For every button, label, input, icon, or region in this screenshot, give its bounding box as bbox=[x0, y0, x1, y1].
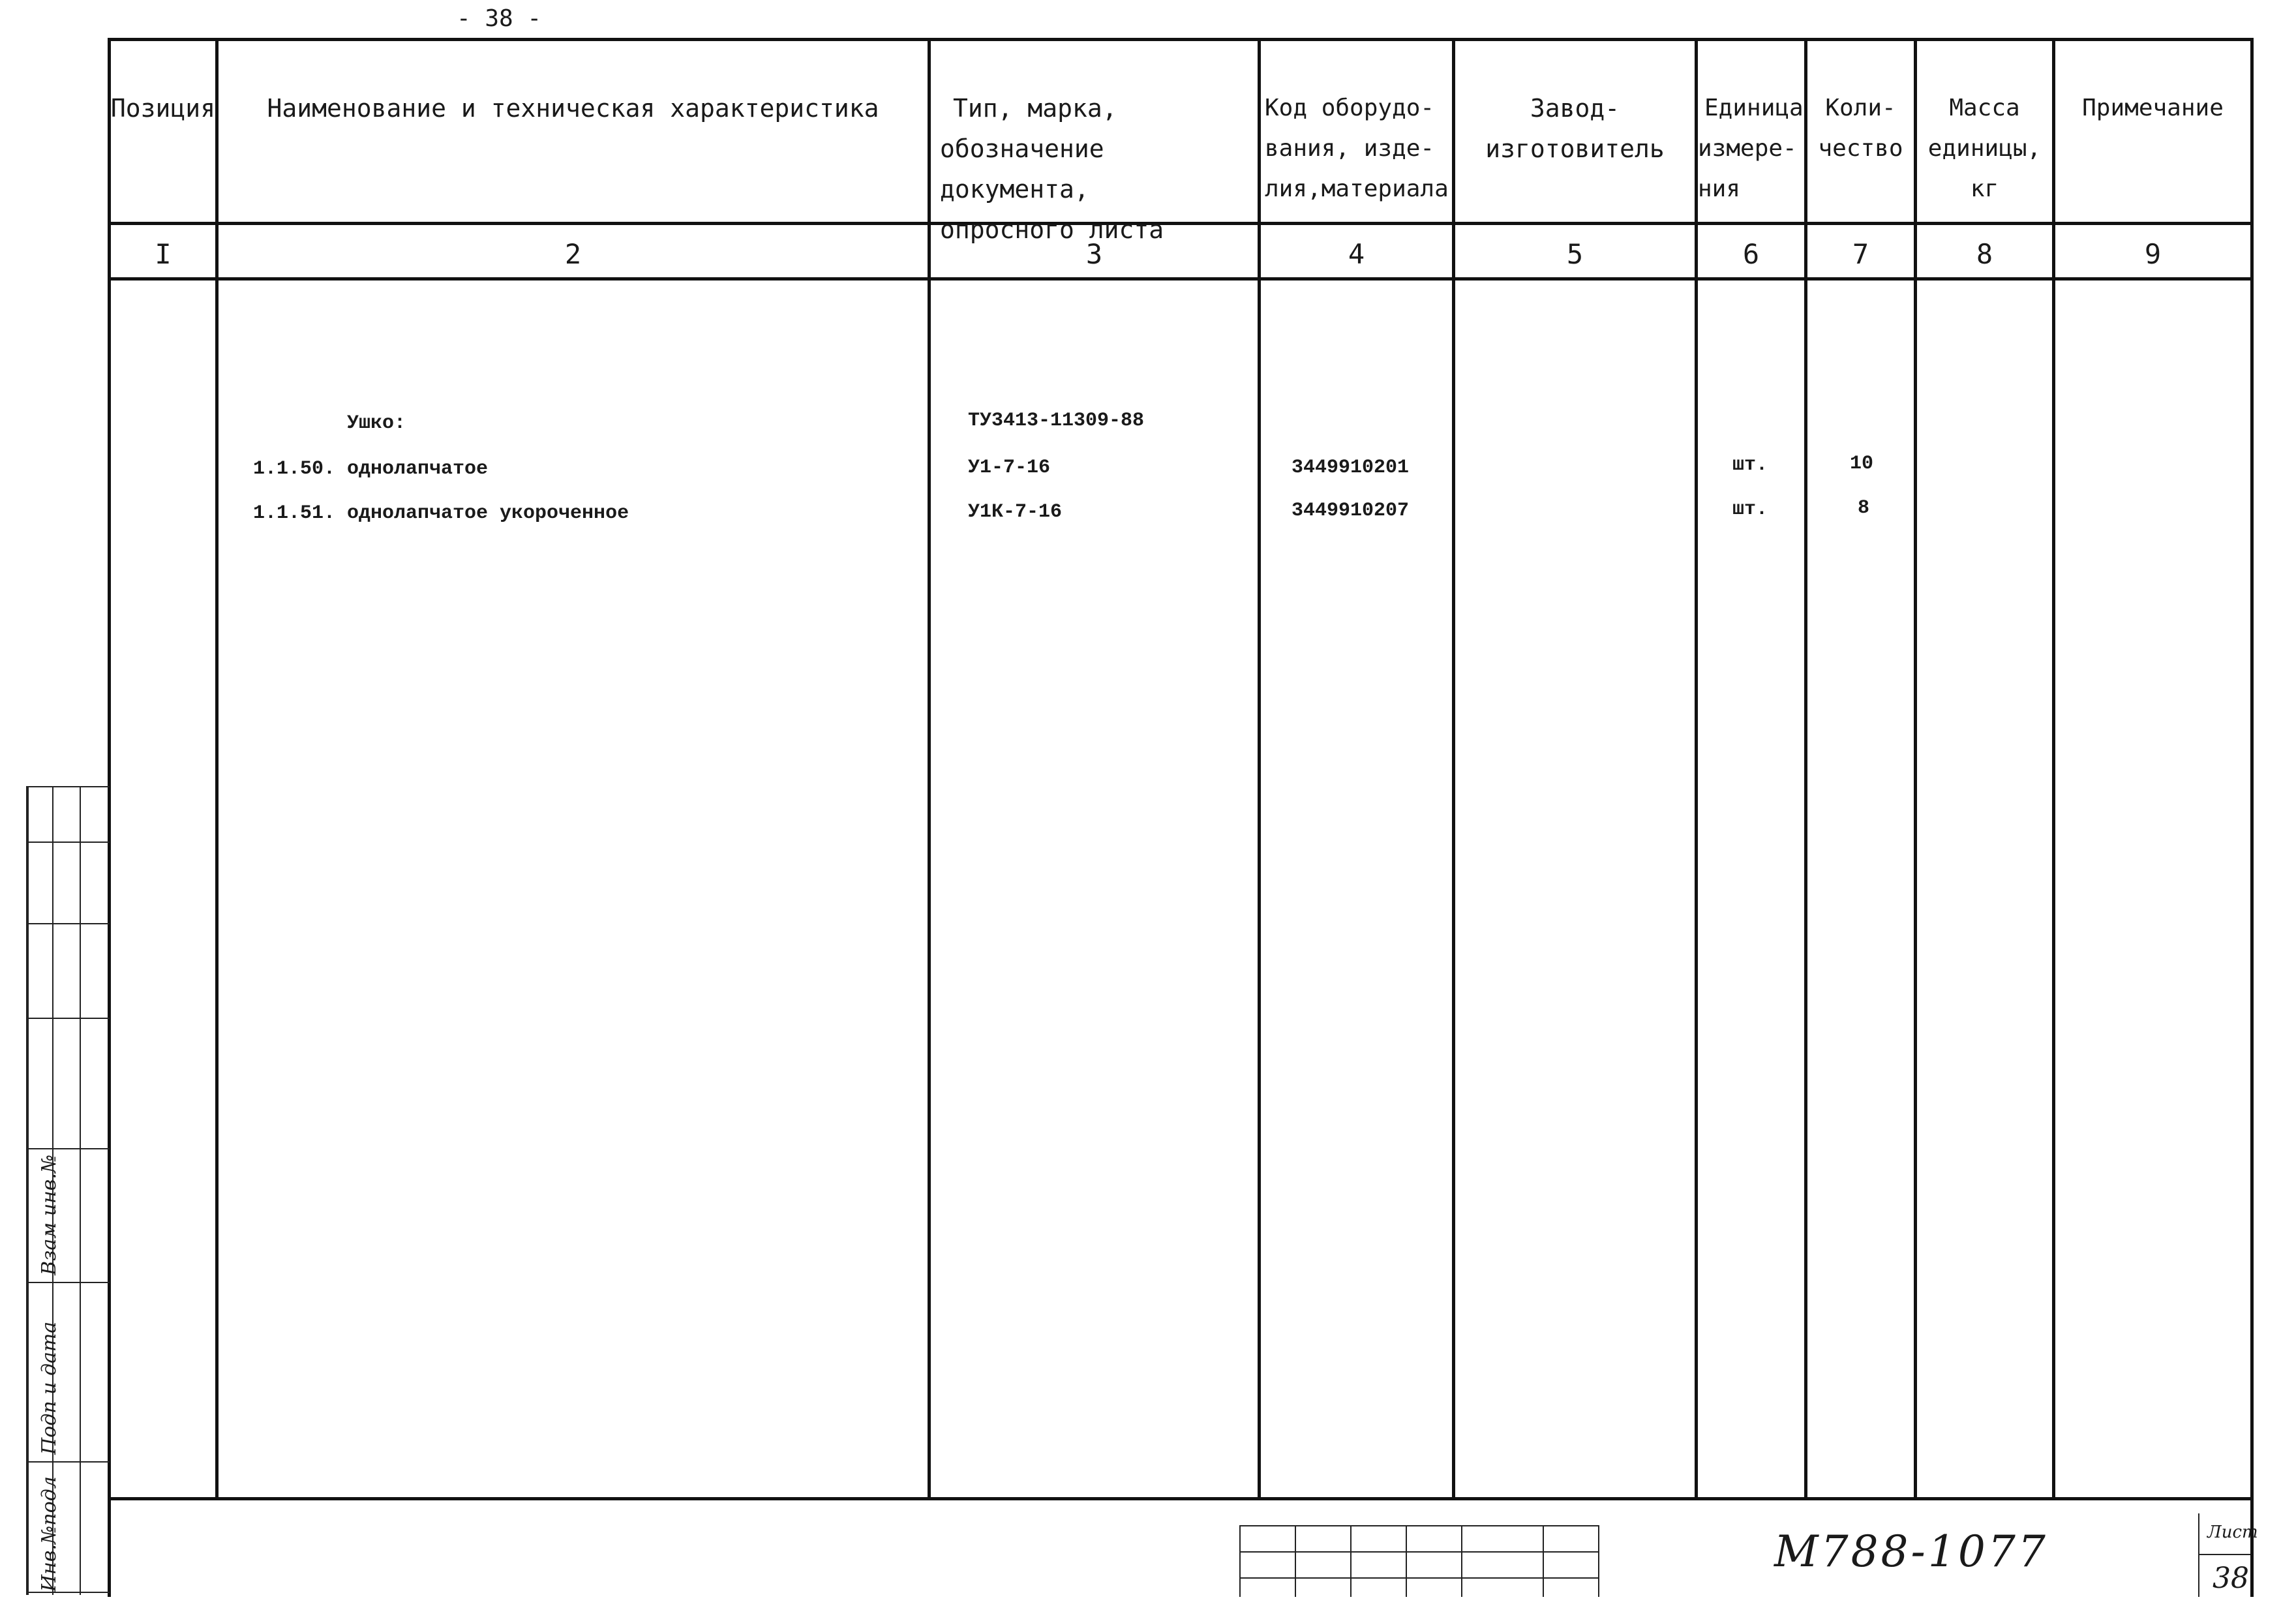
col-number-2: 2 bbox=[564, 238, 582, 270]
title-block-line bbox=[1239, 1525, 1241, 1597]
sheet-label: Лист bbox=[2207, 1523, 2258, 1542]
title-block-line bbox=[1350, 1525, 1352, 1597]
col-number-7: 7 bbox=[1852, 238, 1869, 270]
margin-grid-line bbox=[26, 1148, 110, 1149]
row-unit: шт. bbox=[1732, 498, 1768, 521]
col-number-1: I bbox=[155, 238, 172, 270]
row-qty: 8 bbox=[1858, 497, 1870, 519]
table-bottom-border bbox=[108, 1497, 2254, 1500]
title-block-line bbox=[1295, 1525, 1296, 1597]
header-mass-line-2: единицы, bbox=[1927, 135, 2042, 162]
header-type-line-1: Тип, марка, bbox=[953, 94, 1117, 123]
col-number-6: 6 bbox=[1742, 238, 1760, 270]
header-name-line: Наименование и техническая характеристика bbox=[267, 94, 879, 123]
sheet-box-line bbox=[2198, 1554, 2250, 1555]
header-mass-line-3: кг bbox=[1970, 175, 1999, 202]
margin-grid-line bbox=[26, 1592, 110, 1593]
col-number-4: 4 bbox=[1348, 238, 1365, 270]
title-block-line bbox=[1406, 1525, 1407, 1597]
col-number-9: 9 bbox=[2144, 238, 2162, 270]
row-code: 3449910207 bbox=[1292, 500, 1410, 522]
margin-grid-line bbox=[26, 1018, 110, 1019]
header-quantity bbox=[1807, 88, 1914, 169]
header-note bbox=[2055, 88, 2250, 129]
margin-grid-line bbox=[26, 923, 110, 924]
numbers-bottom-border bbox=[108, 277, 2254, 281]
title-block-line bbox=[1543, 1525, 1544, 1597]
row-name: однолапчатое укороченное bbox=[347, 502, 629, 524]
margin-label-inventory: Инв.№подл bbox=[38, 1476, 61, 1592]
header-manufacturer-line-2: изготовитель bbox=[1485, 134, 1665, 163]
header-position-line: Позиция bbox=[110, 94, 216, 123]
header-type-line-3: опросного листа bbox=[940, 215, 1164, 244]
header-manufacturer-line-1: Завод- bbox=[1530, 94, 1620, 123]
col-number-3: 3 bbox=[1085, 238, 1103, 270]
header-type-line-2: обозначение документа, bbox=[940, 134, 1104, 204]
title-block-line bbox=[1598, 1525, 1599, 1597]
row-position: 1.1.50. bbox=[253, 458, 336, 480]
header-unit-line-1: Единица bbox=[1704, 95, 1804, 121]
row-position: 1.1.51. bbox=[253, 502, 336, 524]
margin-label-replacement: Взам инв.№ bbox=[38, 1154, 61, 1275]
title-block-line bbox=[1239, 1577, 1598, 1579]
title-block-line bbox=[1239, 1551, 1598, 1553]
margin-grid-line bbox=[26, 1282, 110, 1283]
header-mass-line-1: Масса bbox=[1949, 95, 2020, 121]
title-block-line bbox=[1239, 1525, 1598, 1526]
header-position bbox=[108, 88, 219, 129]
header-quantity-line-1: Коли- bbox=[1825, 95, 1896, 121]
header-code-line-3: лия,материала bbox=[1265, 175, 1449, 202]
row-name: Ушко: bbox=[347, 412, 406, 434]
header-quantity-line-2: чество bbox=[1818, 135, 1903, 162]
row-type: У1К-7-16 bbox=[968, 501, 1063, 523]
header-code-line-1: Код оборудо- bbox=[1265, 95, 1435, 121]
header-name bbox=[219, 88, 928, 129]
margin-label-signature-date: Подп и дата bbox=[38, 1321, 61, 1455]
row-code: 3449910201 bbox=[1292, 457, 1410, 479]
sheet-box-line bbox=[2198, 1513, 2199, 1597]
header-mass bbox=[1917, 88, 2052, 209]
header-code bbox=[1261, 88, 1452, 209]
margin-grid-line bbox=[26, 1461, 110, 1463]
header-unit-line-2: измере- bbox=[1698, 135, 1797, 162]
margin-grid-line bbox=[26, 786, 29, 1595]
row-name: однолапчатое bbox=[347, 458, 489, 480]
header-unit-line-3: ния bbox=[1698, 175, 1741, 202]
col-number-8: 8 bbox=[1976, 238, 1993, 270]
table-top-border bbox=[108, 38, 2254, 41]
header-note-line: Примечание bbox=[2082, 95, 2224, 121]
row-qty: 10 bbox=[1850, 453, 1874, 475]
row-unit: шт. bbox=[1732, 454, 1768, 476]
title-block-line bbox=[1461, 1525, 1462, 1597]
header-type bbox=[931, 88, 1257, 250]
header-manufacturer bbox=[1455, 88, 1695, 169]
margin-grid-line bbox=[26, 786, 110, 787]
col-border-9 bbox=[2250, 38, 2254, 1597]
page-number-top: - 38 - bbox=[457, 5, 542, 32]
row-type: ТУ3413-11309-88 bbox=[968, 410, 1145, 432]
document-code: М788-1077 bbox=[1774, 1526, 2048, 1577]
header-unit bbox=[1698, 88, 1804, 209]
row-type: У1-7-16 bbox=[968, 457, 1051, 479]
sheet-number: 38 bbox=[2213, 1562, 2249, 1595]
col-number-5: 5 bbox=[1566, 238, 1584, 270]
margin-grid-line bbox=[26, 842, 110, 843]
margin-grid-line bbox=[80, 786, 81, 1595]
header-code-line-2: вания, изде- bbox=[1265, 135, 1435, 162]
